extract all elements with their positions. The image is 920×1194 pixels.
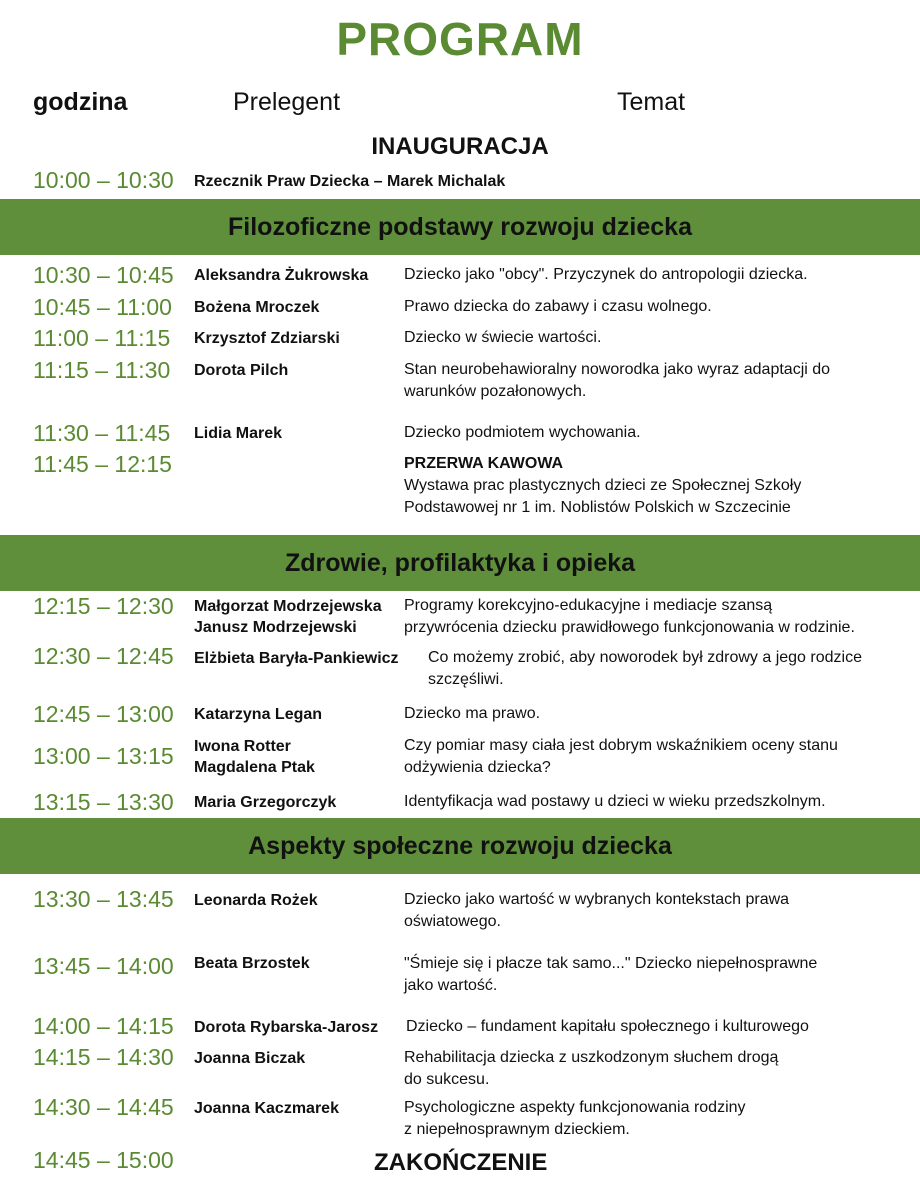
item-speaker: [194, 736, 315, 778]
item-time: 12:30 – 12:45: [33, 643, 174, 669]
closing-label: ZAKOŃCZENIE: [374, 1149, 548, 1176]
section-band: [0, 199, 920, 255]
item-speaker: Dorota Rybarska-Jarosz: [194, 1019, 379, 1036]
topic-line: Podstawowej nr 1 im. Noblistów Polskich w Szczecinie: [404, 499, 791, 516]
item-topic: [404, 359, 830, 403]
item-time: 14:00 – 14:15: [33, 1013, 174, 1039]
topic-line: do sukcesu.: [404, 1071, 490, 1088]
section-band: [0, 818, 920, 874]
item-speaker: [194, 596, 382, 638]
item-topic: [404, 264, 808, 286]
item-time: 13:45 – 14:00: [33, 953, 174, 979]
topic-line: Rehabilitacja dziecka z uszkodzonym słuchem drogą: [404, 1049, 779, 1066]
column-header-speaker: Prelegent: [233, 88, 341, 116]
item-topic: [404, 953, 817, 997]
topic-line: Dziecko jako "obcy". Przyczynek do antropologii dziecka.: [404, 266, 808, 283]
item-topic: [406, 1016, 809, 1038]
item-speaker: Lidia Marek: [194, 425, 283, 442]
closing-time: 14:45 – 15:00: [33, 1147, 174, 1173]
item-time: 13:30 – 13:45: [33, 886, 174, 912]
topic-line: "Śmieje się i płacze tak samo..." Dziecko niepełnosprawne: [404, 955, 818, 972]
topic-line: Psychologiczne aspekty funkcjonowania rodziny: [404, 1099, 746, 1116]
topic-line: Dziecko w świecie wartości.: [404, 329, 602, 346]
section-title: Zdrowie, profilaktyka i opieka: [284, 548, 636, 577]
item-topic: [404, 703, 540, 725]
section-band: [0, 535, 920, 591]
item-speaker: Maria Grzegorczyk: [194, 794, 337, 811]
item-topic: [404, 889, 789, 933]
topic-line: Programy korekcyjno-edukacyjne i mediacje szansą: [404, 597, 773, 614]
item-speaker: Aleksandra Żukrowska: [194, 267, 369, 284]
item-speaker: Krzysztof Zdziarski: [194, 330, 340, 347]
item-time: 11:00 – 11:15: [33, 325, 171, 351]
item-topic: [404, 595, 855, 639]
topic-line: Dziecko – fundament kapitału społecznego i kulturowego: [406, 1018, 809, 1035]
topic-line: Identyfikacja wad postawy u dzieci w wieku przedszkolnym.: [404, 793, 826, 810]
item-time: 11:15 – 11:30: [33, 357, 171, 383]
topic-line: Czy pomiar masy ciała jest dobrym wskaźnikiem oceny stanu: [404, 737, 838, 754]
item-topic: [404, 327, 601, 349]
column-header-time: godzina: [33, 88, 128, 116]
item-time: 14:15 – 14:30: [33, 1044, 174, 1070]
item-time: 11:30 – 11:45: [33, 420, 171, 446]
item-time: 10:30 – 10:45: [33, 262, 174, 288]
item-speaker: Elżbieta Baryła-Pankiewicz: [194, 650, 399, 667]
item-speaker: Dorota Pilch: [194, 362, 289, 379]
topic-line: Dziecko jako wartość w wybranych kontekstach prawa: [404, 891, 790, 908]
section-title: Aspekty społeczne rozwoju dziecka: [248, 831, 672, 860]
inauguration-label: INAUGURACJA: [371, 133, 549, 160]
topic-line: Dziecko podmiotem wychowania.: [404, 424, 641, 441]
speaker-name: Janusz Modrzejewski: [194, 619, 357, 636]
topic-line: szczęśliwi.: [428, 671, 504, 688]
topic-line: Stan neurobehawioralny noworodka jako wyraz adaptacji do: [404, 361, 831, 378]
item-topic: [404, 1047, 778, 1091]
topic-line: przywrócenia dziecku prawidłowego funkcjonowania w rodzinie.: [404, 619, 855, 636]
item-topic: [404, 453, 801, 519]
item-topic: [404, 296, 712, 318]
speaker-name: Iwona Rotter: [194, 738, 291, 755]
item-topic: [404, 422, 641, 444]
item-topic: [404, 791, 826, 813]
item-speaker: Beata Brzostek: [194, 955, 310, 972]
item-time: 13:15 – 13:30: [33, 789, 174, 815]
topic-line: z niepełnosprawnym dzieckiem.: [404, 1121, 630, 1138]
item-speaker: Leonarda Rożek: [194, 892, 318, 909]
item-time: 12:15 – 12:30: [33, 593, 174, 619]
page-title: PROGRAM: [336, 13, 584, 65]
item-topic: [428, 647, 862, 691]
topic-line: Dziecko ma prawo.: [404, 705, 541, 722]
inauguration-time: 10:00 – 10:30: [33, 167, 174, 193]
topic-line: oświatowego.: [404, 913, 501, 930]
topic-line: Wystawa prac plastycznych dzieci ze Społecznej Szkoły: [404, 477, 802, 494]
item-time: 14:30 – 14:45: [33, 1094, 174, 1120]
item-time: 12:45 – 13:00: [33, 701, 174, 727]
item-speaker: Bożena Mroczek: [194, 299, 320, 316]
speaker-name: Magdalena Ptak: [194, 759, 315, 776]
item-topic: [404, 1097, 746, 1141]
topic-line: jako wartość.: [404, 977, 498, 994]
section-title: Filozoficzne podstawy rozwoju dziecka: [228, 212, 692, 241]
topic-line: odżywienia dziecka?: [404, 759, 551, 776]
item-speaker: Katarzyna Legan: [194, 706, 323, 723]
item-time: 11:45 – 12:15: [33, 451, 172, 477]
topic-line: Prawo dziecka do zabawy i czasu wolnego.: [404, 298, 712, 315]
column-header-topic: Temat: [617, 88, 686, 116]
item-speaker: Joanna Kaczmarek: [194, 1100, 339, 1117]
topic-line: Co możemy zrobić, aby noworodek był zdrowy a jego rodzice: [428, 649, 862, 666]
inauguration-speaker: Rzecznik Praw Dziecka – Marek Michalak: [194, 173, 506, 190]
item-time: 13:00 – 13:15: [33, 743, 174, 769]
item-topic: [404, 735, 838, 779]
topic-line: warunków pozałonowych.: [404, 383, 587, 400]
item-time: 10:45 – 11:00: [33, 294, 172, 320]
speaker-name: Małgorzat Modrzejewska: [194, 598, 382, 615]
coffee-break-heading: PRZERWA KAWOWA: [404, 455, 564, 472]
item-speaker: Joanna Biczak: [194, 1050, 306, 1067]
